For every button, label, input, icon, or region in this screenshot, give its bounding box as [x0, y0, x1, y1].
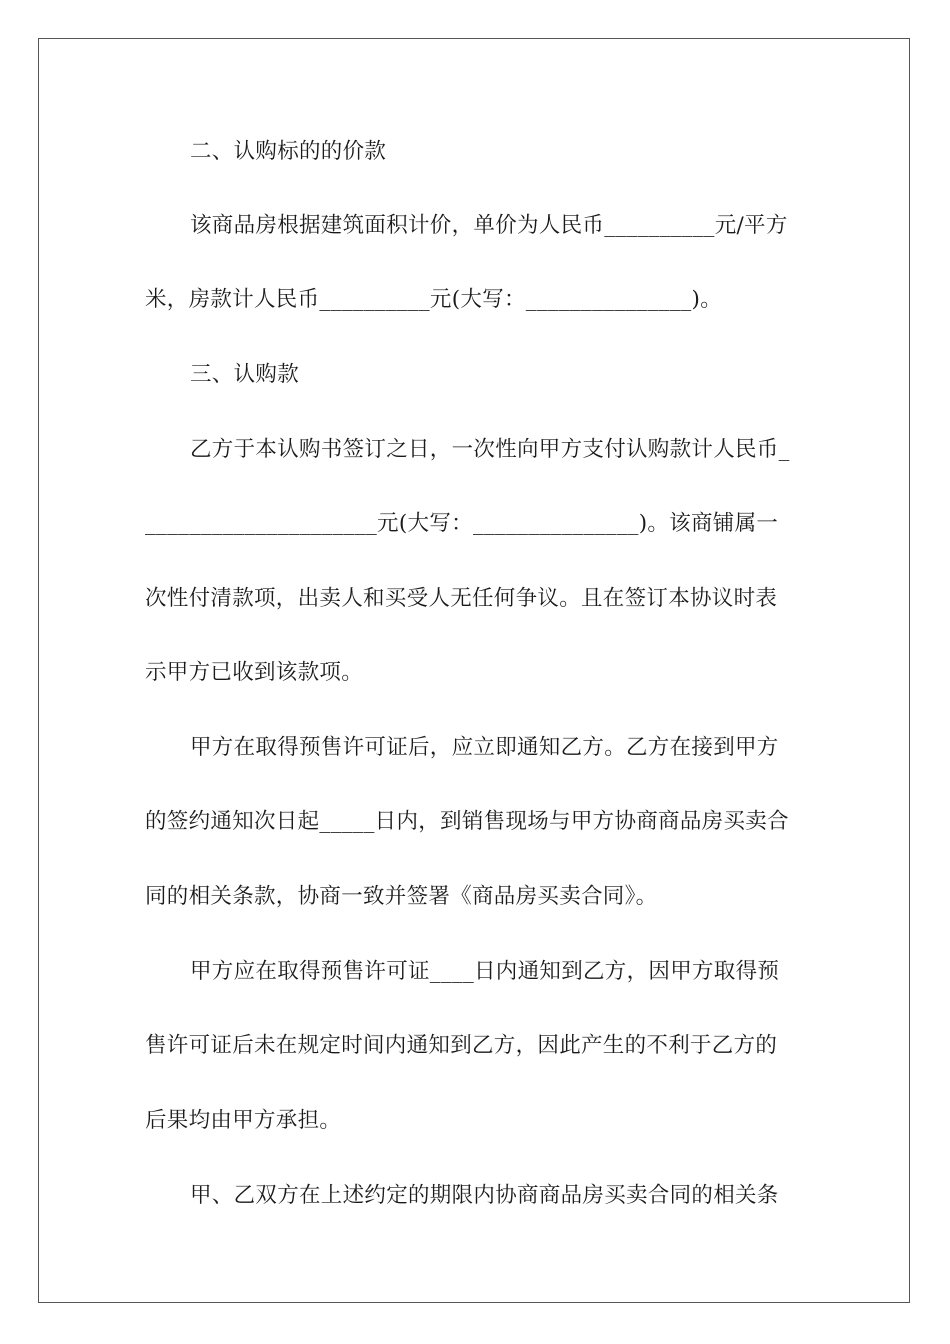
paragraph-line: 同的相关条款，协商一致并签署《商品房买卖合同》。	[145, 884, 658, 909]
paragraph-line: 米，房款计人民币__________元(大写：_______________)。	[145, 287, 723, 312]
section-heading-deposit: 三、认购款	[190, 362, 300, 387]
paragraph-line: _____________________元(大写：_______________)。该商铺属一	[145, 511, 779, 536]
paragraph-line: 甲方应在取得预售许可证____日内通知到乙方，因甲方取得预	[190, 959, 780, 984]
paragraph-line: 示甲方已收到该款项。	[145, 660, 364, 685]
section-heading-price: 二、认购标的的价款	[190, 139, 387, 164]
paragraph-line: 甲方在取得预售许可证后，应立即通知乙方。乙方在接到甲方	[190, 735, 779, 760]
paragraph-line: 的签约通知次日起_____日内，到销售现场与甲方协商商品房买卖合	[145, 809, 789, 834]
paragraph-line: 次性付清款项，出卖人和买受人无任何争议。且在签订本协议时表	[145, 586, 778, 611]
paragraph-line: 后果均由甲方承担。	[145, 1108, 342, 1133]
paragraph-line: 乙方于本认购书签订之日，一次性向甲方支付认购款计人民币_	[190, 437, 790, 462]
paragraph-line: 该商品房根据建筑面积计价，单价为人民币__________元/平方	[190, 213, 788, 238]
paragraph-line: 售许可证后未在规定时间内通知到乙方，因此产生的不利于乙方的	[145, 1033, 778, 1058]
paragraph-line: 甲、乙双方在上述约定的期限内协商商品房买卖合同的相关条	[190, 1183, 779, 1208]
